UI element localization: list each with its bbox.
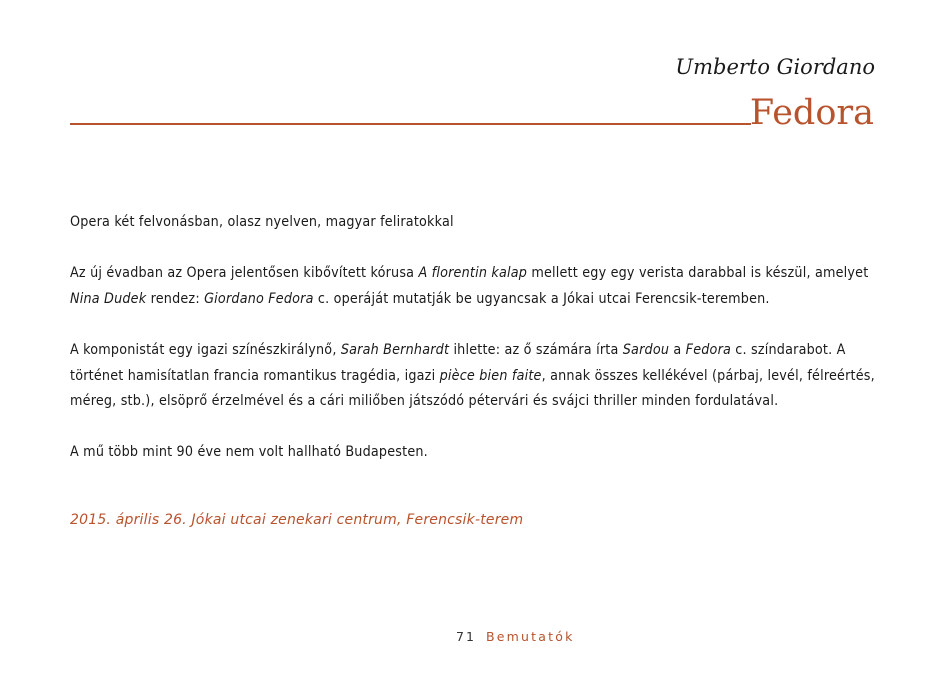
article-body	[70, 210, 875, 492]
text-segment: Az új évadban az Opera jelentősen kibővített kórusa	[70, 265, 419, 282]
paragraph-closing: A mű több mint 90 éve nem volt hallható Budapesten.	[70, 444, 428, 461]
text-segment: , annak összes kellékével (párbaj, levél, félreértés, méreg, stb.), elsöprő érzelmével és a cári miliőben játszódó pétervári és svájci thriller minden fordulatával.	[70, 367, 875, 410]
play-title: Fedora	[685, 341, 732, 358]
page-number: 71	[456, 629, 476, 644]
text-segment: rendez:	[146, 290, 205, 307]
paragraph-story	[70, 338, 875, 415]
actress-name: Sarah Bernhardt	[340, 341, 450, 358]
section-name: Bemutatók	[486, 629, 575, 644]
text-segment: c. színdarabot. A történet hamisítatlan francia romantikus tragédia, igazi	[70, 341, 846, 384]
text-segment: a	[669, 341, 686, 358]
text-segment: A komponistát egy igazi színészkirálynő,	[70, 341, 341, 358]
playwright-name: Sardou	[622, 341, 670, 358]
text-segment: ihlette: az ő számára írta	[449, 341, 623, 358]
work-title-fedora: Giordano Fedora	[204, 290, 314, 307]
opera-subtitle: Opera két felvonásban, olasz nyelven, magyar feliratokkal	[70, 214, 454, 230]
paragraph-intro	[70, 261, 875, 312]
composer-name: Umberto Giordano	[675, 55, 875, 79]
title-rule	[70, 123, 751, 125]
text-segment: c. operáját mutatják be ugyancsak a Jókai utcai Ferencsik-teremben.	[313, 290, 770, 307]
page-title: Fedora	[749, 93, 874, 133]
director-name: Nina Dudek	[70, 290, 147, 307]
text-segment: mellett egy egy verista darabbal is készül, amelyet	[527, 265, 869, 282]
genre-term: pièce bien faite	[439, 367, 542, 384]
event-info: 2015. április 26. Jókai utcai zenekari centrum, Ferencsik-terem	[70, 512, 524, 528]
work-title-kalap: A florentin kalap	[418, 265, 528, 282]
